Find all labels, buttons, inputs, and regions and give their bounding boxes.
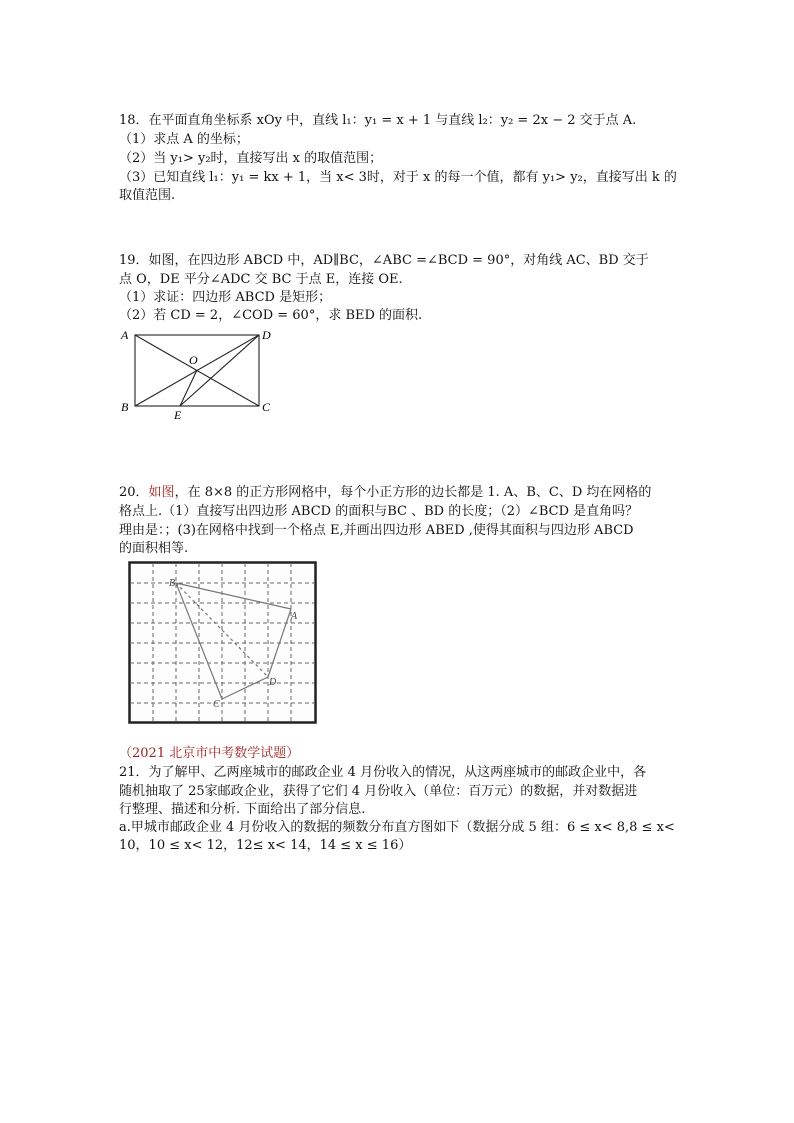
label-B: B [121,400,129,414]
q21-line2: 随机抽取了 25家邮政企业，获得了它们 4 月份收入（单位：百万元）的数据，并对数据进 [119,784,638,799]
q18-part1: （1）求点 A 的坐标； [119,132,249,147]
q18-part2: （2）当 y₁> y₂时，直接写出 x 的取值范围； [119,151,383,166]
q21-line1: 21．为了解甲、乙两座城市的邮政企业 4 月份收入的情况，从这两座城市的邮政企业中，各 [119,765,647,780]
q19-line2: 点 O，DE 平分∠ADC 交 BC 于点 E，连接 OE. [119,272,403,287]
grid-label-D: D [269,677,277,688]
label-C: C [262,400,271,414]
q20-line4: 的面积相等. [119,541,189,556]
q21-line3: 行整理、描述和分析. 下面给出了部分信息. [119,802,366,817]
label-E: E [174,408,182,421]
q19-rectangle-figure [115,326,275,421]
label-D: D [262,328,271,342]
grid-label-B: B [169,578,176,589]
q20-line3: 理由是：；(3)在网格中找到一个格点 E,并画出四边形 ABED ,使得其面积与四边形 ABCD [119,523,634,538]
label-O: O [189,353,198,367]
q20-number: 20． [119,485,149,500]
q19-part2: （2）若 CD = 2，∠COD = 60°，求 BED 的面积. [119,308,423,323]
q18-line1: 18．在平面直角坐标系 xOy 中，直线 l₁：y₁ = x + 1 与直线 l₂：y₂ = 2x − 2 交于点 A. [119,113,637,128]
q20-line1 [119,484,651,502]
q20-line1-text: ，在 8×8 的正方形网格中，每个小正方形的边长都是 1. A、B、C、D 均在网格的 [174,485,652,500]
label-A: A [121,328,129,342]
grid-label-C: C [213,699,220,710]
q19-part1: （1）求证：四边形 ABCD 是矩形； [119,290,332,305]
q20-grid-figure [128,561,318,725]
q19-line1: 19．如图，在四边形 ABCD 中，AD∥BC，∠ABC =∠BCD = 90°，对角线 AC、BD 交于 [119,253,649,268]
q18-part3: （3）已知直线 l₁：y₁ = kx + 1，当 x< 3时，对于 x 的每一个值，都有 y₁> y₂，直接写出 k 的 [119,170,677,185]
grid-label-A: A [291,611,298,622]
q20-line2: 格点上.（1）直接写出四边形 ABCD 的面积与BC 、BD 的长度；（2）∠BCD 是直角吗？ [119,504,639,519]
q21-line4: a.甲城市邮政企业 4 月份收入的数据的频数分布直方图如下（数据分成 5 组：6 ≤ x< 8,8 ≤ x< [119,820,675,835]
q21-source: （2021 北京市中考数学试题） [119,746,300,761]
q21-line5: 10，10 ≤ x< 12，12≤ x< 14，14 ≤ x ≤ 16） [119,838,412,853]
q18-part3-cont: 取值范围. [119,188,176,203]
q20-figure-link: 如图 [148,485,175,500]
segment-DE [180,335,259,406]
